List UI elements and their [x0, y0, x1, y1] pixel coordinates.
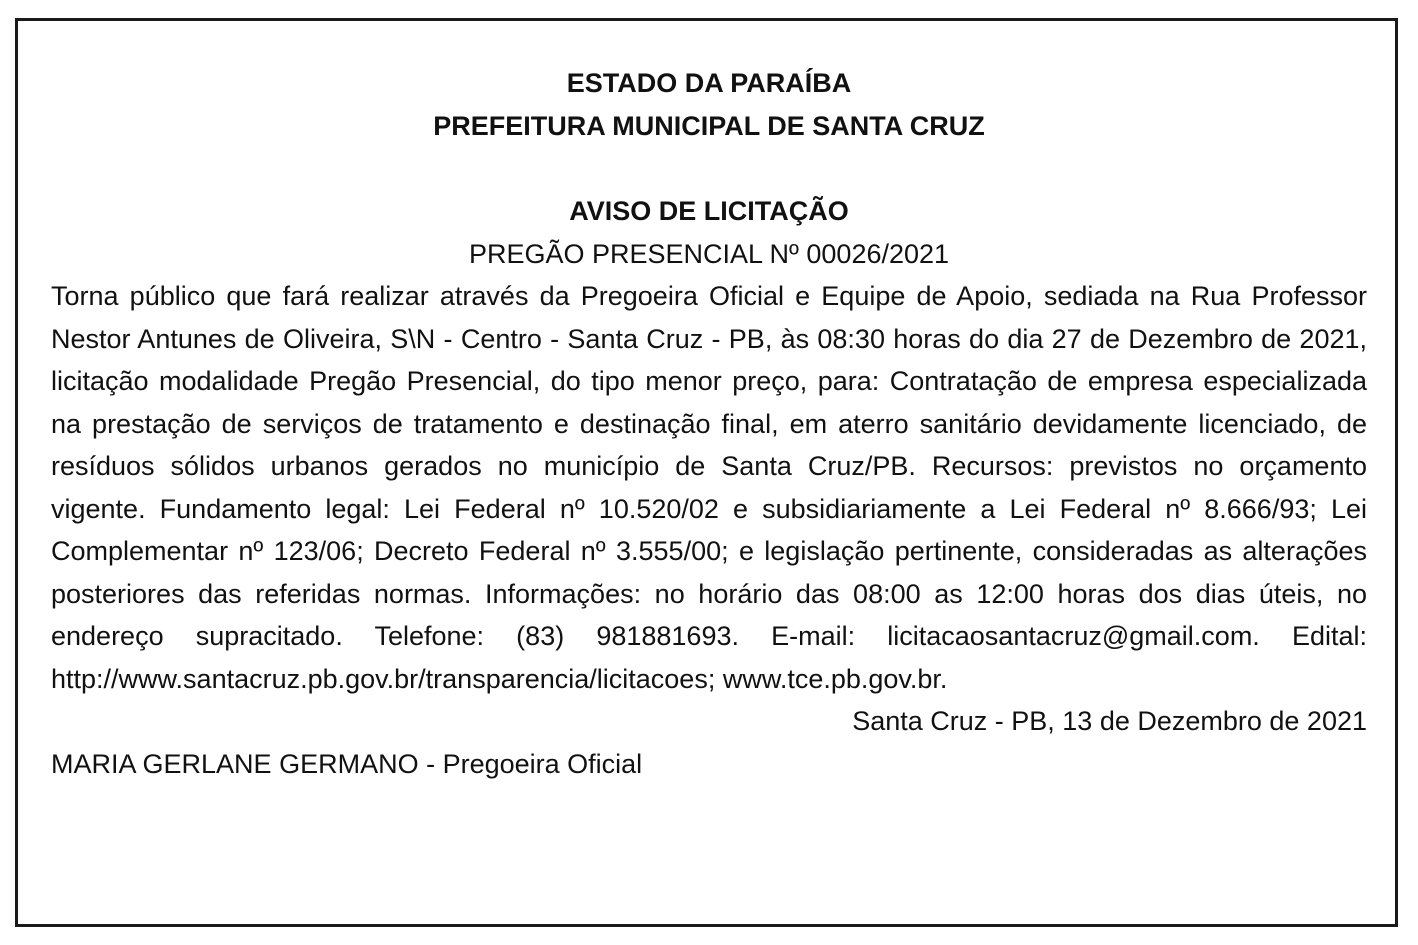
state-heading: ESTADO DA PARAÍBA [566, 68, 852, 98]
notice-body: Torna público que fará realizar através da Pregoeira Oficial e Equipe de Apoio, sediada na Rua Professor Nestor Antunes de Oliveira, S\N - Centro - Santa Cruz - PB, às 08:30 horas do dia 27 de Dezembro de 2021, licitação modalidade Pregão Presencial, do tipo menor preço, para: Contratação de empresa especializada na prestação de serviços de tratamento e destinação final, em aterro sanitário devidamente licenciado, de resíduos sólidos urbanos gerados no município de Santa Cruz/PB. Recursos: previstos no orçamento vigente. Fundamento legal: Lei Federal nº 10.520/02 e subsidiariamente a Lei Federal nº 8.666/93; Lei Complementar nº 123/06; Decreto Federal nº 3.555/00; e legislação pertinente, consideradas as alterações posteriores das referidas normas. Informações: no horário das 08:00 as 12:00 horas dos dias úteis, no endereço supracitado. Telefone: (83) 981881693. E-mail: licitacaosantacruz@gmail.com. Edital: http://www.santacruz.pb.gov.br/transparencia/licitacoes; www.tce.pb.gov.br. [51, 281, 1367, 694]
municipality-heading: PREFEITURA MUNICIPAL DE SANTA CRUZ [433, 110, 985, 141]
place-date: Santa Cruz - PB, 13 de Dezembro de 2021 [852, 706, 1367, 736]
signatory: MARIA GERLANE GERMANO - Pregoeira Oficial [51, 748, 643, 779]
notice-title: AVISO DE LICITAÇÃO [569, 196, 849, 226]
spacer [51, 147, 1367, 190]
notice-subtitle: PREGÃO PRESENCIAL Nº 00026/2021 [468, 238, 950, 269]
notice-content [51, 62, 1367, 785]
